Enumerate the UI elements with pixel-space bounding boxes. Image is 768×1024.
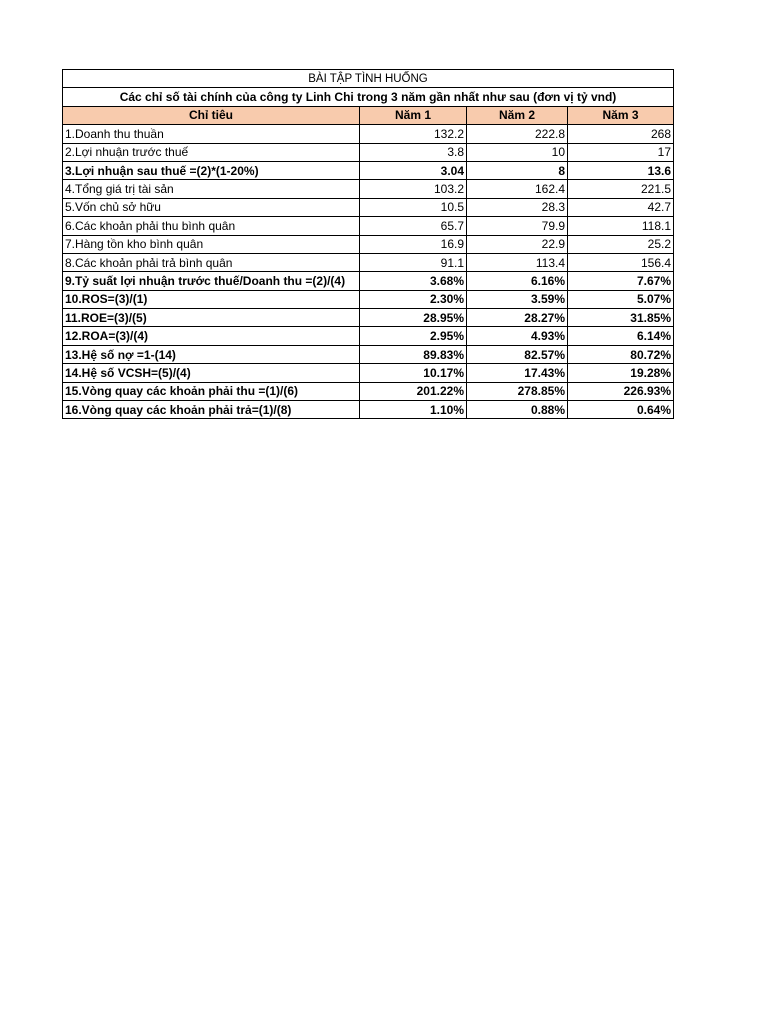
row-label-cell[interactable]: 8.Các khoản phải trả bình quân (63, 253, 360, 271)
table-row (63, 327, 674, 345)
year-2-value-cell[interactable]: 8 (467, 161, 568, 179)
row-label-cell[interactable]: 12.ROA=(3)/(4) (63, 327, 360, 345)
table-row (63, 382, 674, 400)
year-2-value-cell[interactable]: 17.43% (467, 364, 568, 382)
year-3-value-cell[interactable]: 7.67% (568, 272, 674, 290)
row-label-cell[interactable]: 11.ROE=(3)/(5) (63, 309, 360, 327)
row-label-cell[interactable]: 16.Vòng quay các khoản phải trả=(1)/(8) (63, 401, 360, 419)
year-1-value-cell[interactable]: 16.9 (360, 235, 467, 253)
year-3-value-cell[interactable]: 80.72% (568, 345, 674, 363)
year-3-value-cell[interactable]: 5.07% (568, 290, 674, 308)
year-3-value-cell[interactable]: 42.7 (568, 198, 674, 216)
row-label-cell[interactable]: 3.Lợi nhuận sau thuế =(2)*(1-20%) (63, 161, 360, 179)
year-1-value-cell[interactable]: 2.95% (360, 327, 467, 345)
row-label-cell[interactable]: 7.Hàng tồn kho bình quân (63, 235, 360, 253)
table-row (63, 125, 674, 143)
year-2-value-cell[interactable]: 278.85% (467, 382, 568, 400)
row-label-cell[interactable]: 2.Lợi nhuận trước thuế (63, 143, 360, 161)
row-label-cell[interactable]: 10.ROS=(3)/(1) (63, 290, 360, 308)
year-1-value-cell[interactable]: 201.22% (360, 382, 467, 400)
row-label-cell[interactable]: 14.Hệ số VCSH=(5)/(4) (63, 364, 360, 382)
year-1-value-cell[interactable]: 3.68% (360, 272, 467, 290)
year-3-value-cell[interactable]: 221.5 (568, 180, 674, 198)
year-2-value-cell[interactable]: 28.3 (467, 198, 568, 216)
year-3-value-cell[interactable]: 25.2 (568, 235, 674, 253)
column-header-year-1[interactable]: Năm 1 (360, 106, 467, 124)
year-1-value-cell[interactable]: 3.8 (360, 143, 467, 161)
year-1-value-cell[interactable]: 91.1 (360, 253, 467, 271)
table-row (63, 143, 674, 161)
column-header-year-3[interactable]: Năm 3 (568, 106, 674, 124)
year-2-value-cell[interactable]: 22.9 (467, 235, 568, 253)
row-label-cell[interactable]: 13.Hệ số nợ =1-(14) (63, 345, 360, 363)
year-3-value-cell[interactable]: 156.4 (568, 253, 674, 271)
table-row (63, 290, 674, 308)
table-row (63, 345, 674, 363)
table-row (63, 272, 674, 290)
table-row (63, 309, 674, 327)
year-3-value-cell[interactable]: 118.1 (568, 217, 674, 235)
row-label-cell[interactable]: 1.Doanh thu thuần (63, 125, 360, 143)
year-2-value-cell[interactable]: 10 (467, 143, 568, 161)
year-2-value-cell[interactable]: 6.16% (467, 272, 568, 290)
year-2-value-cell[interactable]: 28.27% (467, 309, 568, 327)
year-3-value-cell[interactable]: 6.14% (568, 327, 674, 345)
row-label-cell[interactable]: 9.Tỷ suất lợi nhuận trước thuế/Doanh thu =(2)/(4) (63, 272, 360, 290)
table-row (63, 401, 674, 419)
year-2-value-cell[interactable]: 3.59% (467, 290, 568, 308)
year-3-value-cell[interactable]: 19.28% (568, 364, 674, 382)
year-1-value-cell[interactable]: 103.2 (360, 180, 467, 198)
year-3-value-cell[interactable]: 226.93% (568, 382, 674, 400)
subtitle-row (63, 88, 674, 106)
column-header-indicator[interactable]: Chỉ tiêu (63, 106, 360, 124)
sheet-title[interactable]: BÀI TẬP TÌNH HUỐNG (63, 70, 674, 88)
row-label-cell[interactable]: 5.Vốn chủ sở hữu (63, 198, 360, 216)
row-label-cell[interactable]: 4.Tổng giá trị tài sản (63, 180, 360, 198)
year-1-value-cell[interactable]: 65.7 (360, 217, 467, 235)
column-header-row (63, 106, 674, 124)
column-header-year-2[interactable]: Năm 2 (467, 106, 568, 124)
year-1-value-cell[interactable]: 28.95% (360, 309, 467, 327)
year-3-value-cell[interactable]: 268 (568, 125, 674, 143)
year-1-value-cell[interactable]: 10.5 (360, 198, 467, 216)
row-label-cell[interactable]: 15.Vòng quay các khoản phải thu =(1)/(6) (63, 382, 360, 400)
year-3-value-cell[interactable]: 17 (568, 143, 674, 161)
year-3-value-cell[interactable]: 13.6 (568, 161, 674, 179)
year-2-value-cell[interactable]: 222.8 (467, 125, 568, 143)
year-3-value-cell[interactable]: 31.85% (568, 309, 674, 327)
row-label-cell[interactable]: 6.Các khoản phải thu bình quân (63, 217, 360, 235)
year-2-value-cell[interactable]: 113.4 (467, 253, 568, 271)
year-2-value-cell[interactable]: 4.93% (467, 327, 568, 345)
table-row (63, 235, 674, 253)
year-1-value-cell[interactable]: 10.17% (360, 364, 467, 382)
year-1-value-cell[interactable]: 3.04 (360, 161, 467, 179)
table-row (63, 364, 674, 382)
year-1-value-cell[interactable]: 1.10% (360, 401, 467, 419)
table-row (63, 180, 674, 198)
table-row (63, 217, 674, 235)
table-row (63, 253, 674, 271)
year-1-value-cell[interactable]: 89.83% (360, 345, 467, 363)
year-1-value-cell[interactable]: 132.2 (360, 125, 467, 143)
spreadsheet-sheet (62, 69, 673, 419)
year-2-value-cell[interactable]: 79.9 (467, 217, 568, 235)
financial-ratios-table (62, 69, 674, 419)
sheet-subtitle[interactable]: Các chỉ số tài chính của công ty Linh Chi trong 3 năm gần nhất như sau (đơn vị tỷ vnd) (63, 88, 674, 106)
year-2-value-cell[interactable]: 162.4 (467, 180, 568, 198)
year-2-value-cell[interactable]: 0.88% (467, 401, 568, 419)
table-row (63, 161, 674, 179)
year-3-value-cell[interactable]: 0.64% (568, 401, 674, 419)
year-1-value-cell[interactable]: 2.30% (360, 290, 467, 308)
title-row (63, 70, 674, 88)
year-2-value-cell[interactable]: 82.57% (467, 345, 568, 363)
table-row (63, 198, 674, 216)
